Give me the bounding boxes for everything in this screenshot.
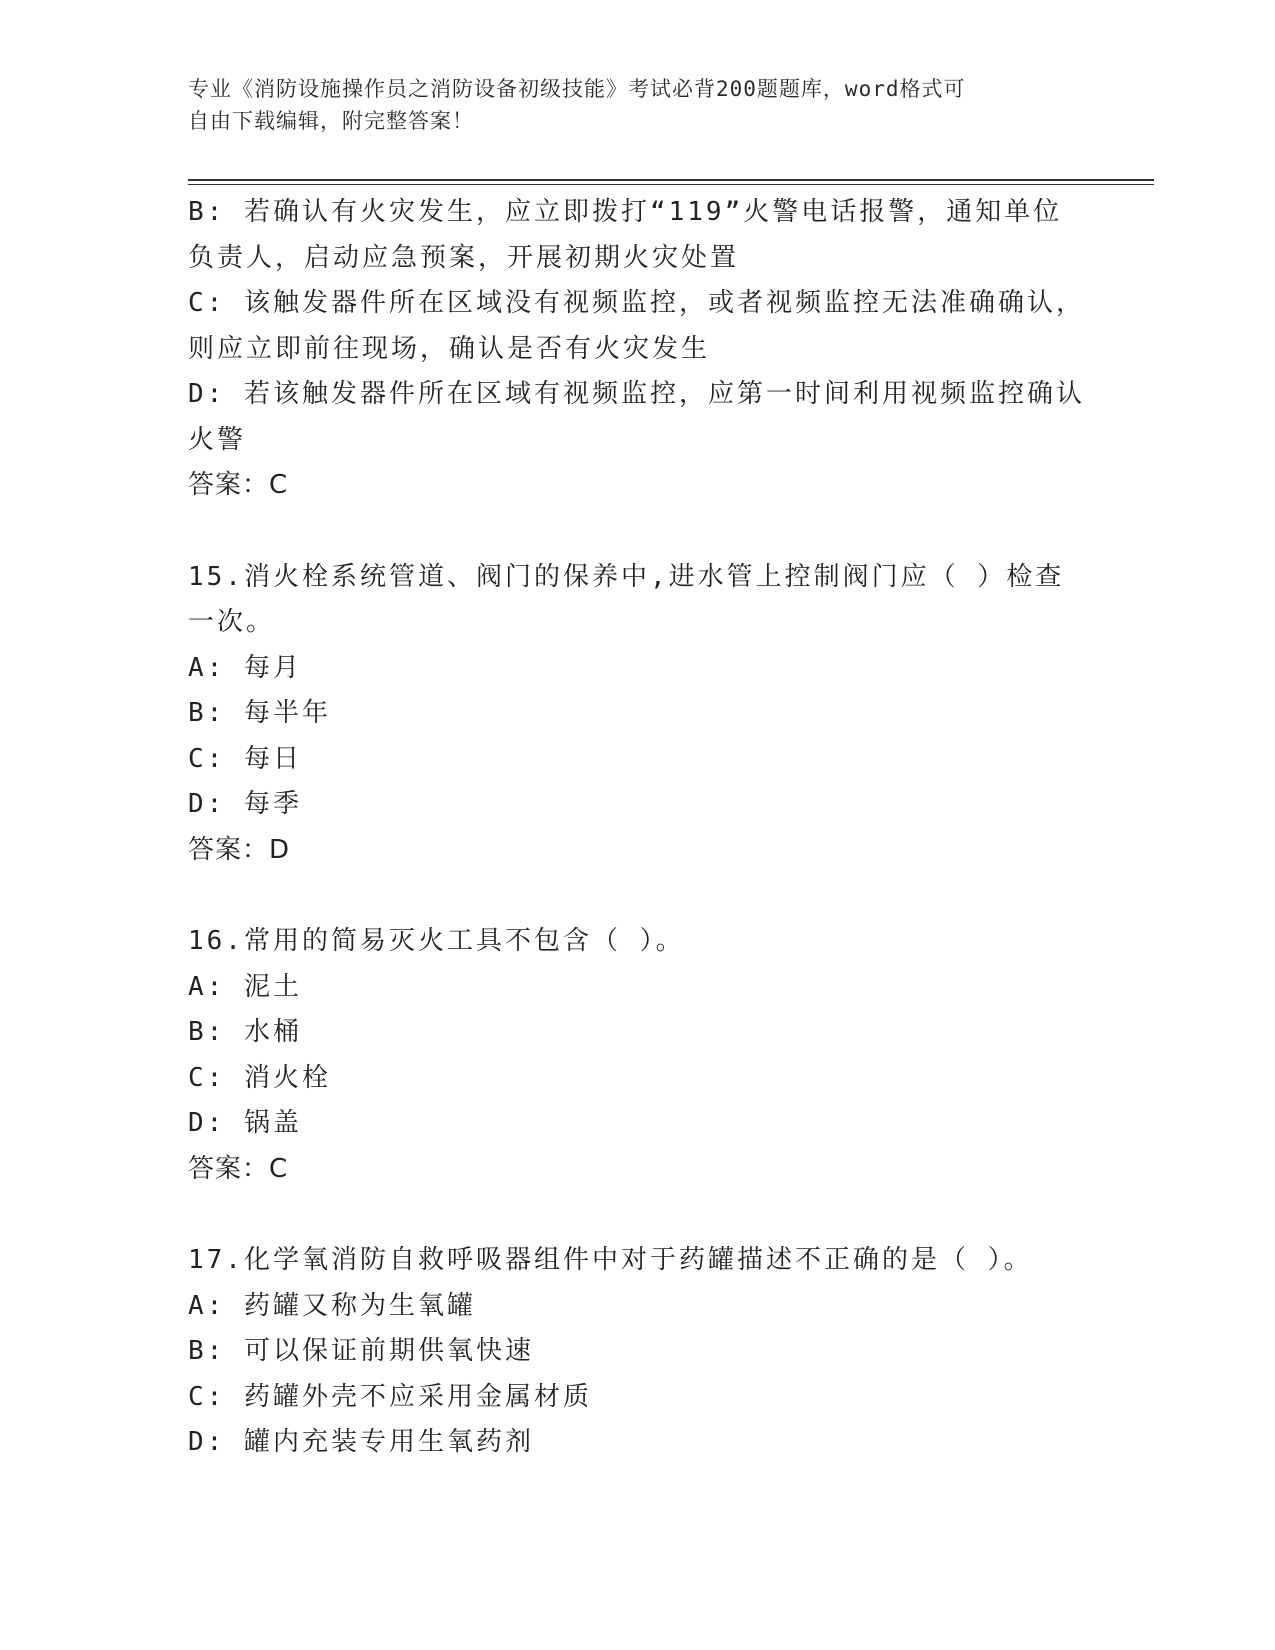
option-d: [188, 372, 1088, 463]
option-text-line: 则应立即前往现场，确认是否有火灾发生: [188, 333, 711, 364]
option-d: D: 锅盖: [188, 1108, 302, 1138]
document-body: [188, 190, 1088, 1466]
question-14-continued: [188, 190, 1088, 509]
option-c: C: 每日: [188, 743, 302, 774]
answer-line: 答案：C: [188, 1153, 289, 1184]
option-a: A: 泥土: [188, 971, 302, 1002]
answer-line: 答案：D: [188, 834, 291, 865]
question-16: [188, 919, 1088, 1192]
option-a: A: 药罐又称为生氧罐: [188, 1290, 476, 1321]
question-17: [188, 1238, 1088, 1466]
question-15: [188, 555, 1088, 874]
option-b: B: 水桶: [188, 1017, 302, 1047]
spacer: [188, 509, 1088, 555]
question-stem: 17.化学氧消防自救呼吸器组件中对于药罐描述不正确的是（ ）。: [188, 1245, 1033, 1275]
option-text-line: D: 若该触发器件所在区域有视频监控，应第一时间利用视频监控确认: [188, 379, 1085, 409]
page-header: [188, 73, 1068, 137]
header-divider-thick: [188, 179, 1154, 181]
option-c: C: 消火栓: [188, 1062, 331, 1093]
option-text-line: C: 该触发器件所在区域没有视频监控，或者视频监控无法准确确认，: [188, 288, 1085, 318]
option-b: B: 可以保证前期供氧快速: [188, 1336, 534, 1366]
header-line-2: 自由下载编辑，附完整答案！: [188, 109, 474, 133]
option-c: [188, 281, 1088, 372]
option-text-line: B: 若确认有火灾发生，应立即拨打“119”火警电话报警，通知单位: [188, 197, 1063, 227]
question-stem: 16.常用的简易灭火工具不包含（ ）。: [188, 926, 685, 956]
option-b: [188, 190, 1088, 281]
option-b: B: 每半年: [188, 698, 331, 728]
spacer: [188, 1192, 1088, 1238]
option-a: A: 每月: [188, 652, 302, 683]
header-line-1: 专业《消防设施操作员之消防设备初级技能》考试必背200题题库，word格式可: [188, 77, 966, 101]
option-text-line: 火警: [188, 424, 247, 455]
option-d: D: 罐内充装专用生氧药剂: [188, 1427, 534, 1457]
option-c: C: 药罐外壳不应采用金属材质: [188, 1381, 592, 1412]
header-divider-thin: [188, 184, 1154, 185]
question-stem: 15.消火栓系统管道、阀门的保养中,进水管上控制阀门应（ ）检查: [188, 561, 1065, 592]
option-text-line: 负责人，启动应急预案，开展初期火灾处置: [188, 242, 740, 273]
answer-line: 答案：C: [188, 470, 289, 500]
spacer: [188, 873, 1088, 919]
question-stem: 一次。: [188, 607, 276, 637]
option-d: D: 每季: [188, 789, 302, 819]
